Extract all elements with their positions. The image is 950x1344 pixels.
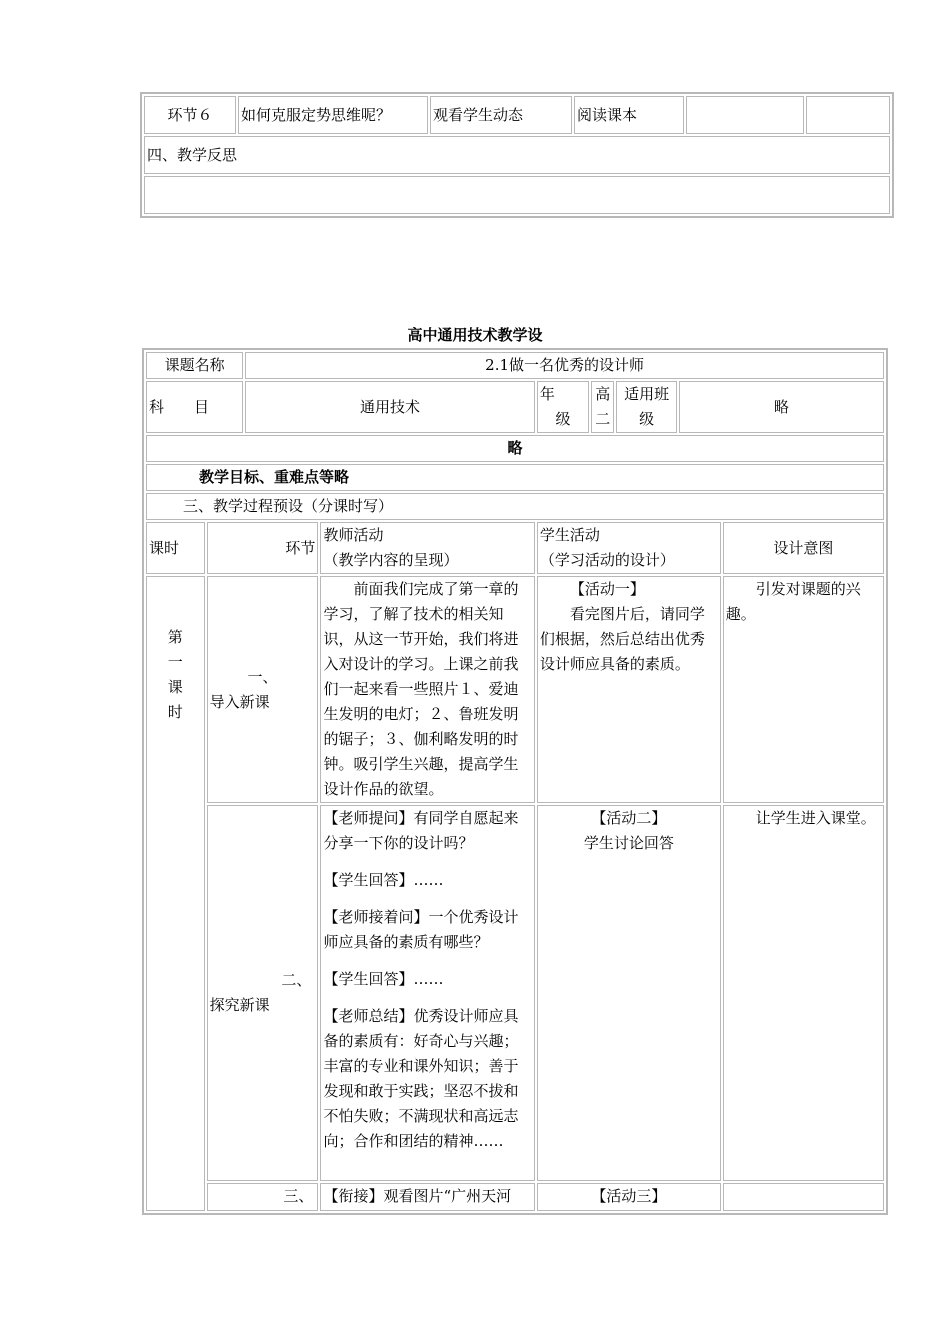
teacher-activity-intro: 前面我们完成了第一章的学习，了解了技术的相关知识，从这一节开始，我们将进入对设计的学习。上课之前我们一起来看一些照片１、爱迪生发明的电灯；２、鲁班发明的锯子；３、伽利略发明的时钟。吸引学生兴趣，提高学生设计作品的欲望。 — [320, 576, 534, 803]
intent-intro: 引发对课题的兴趣。 — [723, 576, 884, 803]
intent-three — [723, 1183, 884, 1211]
student-activity-cell: 阅读课本 — [574, 96, 684, 134]
grade-label — [537, 381, 589, 433]
activity-2-body: 学生讨论回答 — [583, 834, 674, 852]
previous-lesson-table — [140, 92, 894, 218]
lesson-plan-table — [142, 348, 888, 1215]
teacher-summary: 【老师总结】优秀设计师应具备的素质有：好奇心与兴趣；丰富的专业和课外知识；善于发现和敢于实践；坚忍不拔和不怕失败；不满现状和高远志向；合作和团结的精神…… — [323, 1007, 519, 1150]
empty-cell — [686, 96, 804, 134]
teacher-follow-up: 【老师接着问】一个优秀设计师应具备的素质有哪些？ — [323, 908, 519, 951]
column-header-period: 课时 — [146, 522, 205, 574]
teacher-activity-cell: 观看学生动态 — [430, 96, 572, 134]
stage-three-number: 三、 — [283, 1187, 314, 1205]
stage-three — [207, 1183, 319, 1211]
student-activity-intro — [537, 576, 721, 803]
column-header-student — [537, 522, 721, 574]
stage-explore — [207, 805, 319, 1181]
grade-value-line-2: 二 — [595, 410, 611, 428]
class-value: 略 — [679, 381, 884, 433]
teacher-header-line-2: （教学内容的呈现） — [323, 551, 459, 569]
stage-explore-name: 探究新课 — [209, 996, 270, 1014]
student-header-line-1: 学生活动 — [539, 526, 600, 544]
student-activity-three — [537, 1183, 721, 1211]
grade-label-line-2: 级 — [555, 410, 571, 428]
period-char: 第 — [167, 628, 183, 646]
activity-1-title: 【活动一】 — [569, 580, 645, 598]
grade-value — [591, 381, 614, 433]
teacher-question: 【老师提问】有同学自愿起来分享一下你的设计吗？ — [323, 809, 519, 852]
student-header-line-2: （学习活动的设计） — [539, 551, 675, 569]
reflection-heading: 四、教学反思 — [144, 136, 890, 174]
student-answer: 【学生回答】…… — [323, 970, 444, 988]
activity-3-title: 【活动三】 — [591, 1187, 667, 1205]
period-cell — [146, 576, 205, 1211]
topic-value: 2.1做一名优秀的设计师 — [245, 352, 884, 379]
period-char: 课 — [167, 678, 183, 696]
period-char: 时 — [167, 703, 183, 721]
student-activity-explore — [537, 805, 721, 1181]
grade-label-line-1: 年 — [539, 385, 555, 403]
teacher-transition: 【衔接】观看图片“广州天河 — [323, 1187, 512, 1205]
teacher-header-line-1: 教师活动 — [323, 526, 384, 544]
reflection-body — [144, 176, 890, 214]
stage-intro — [207, 576, 319, 803]
class-label — [616, 381, 677, 433]
subject-value: 通用技术 — [245, 381, 535, 433]
document-title: 高中通用技术教学设 — [407, 326, 543, 344]
omitted-note: 略 — [146, 435, 884, 462]
topic-label: 课题名称 — [146, 352, 243, 379]
objectives-note: 教学目标、重难点等略 — [146, 464, 884, 491]
student-answer: 【学生回答】…… — [323, 871, 444, 889]
intent-explore: 让学生进入课堂。 — [723, 805, 884, 1181]
activity-1-body: 看完图片后，请同学们根据，然后总结出优秀设计师应具备的素质。 — [539, 605, 705, 673]
column-header-teacher — [320, 522, 534, 574]
class-label-line-1: 适用班 — [624, 385, 670, 403]
grade-value-line-1: 高 — [595, 385, 611, 403]
column-header-stage: 环节 — [207, 522, 319, 574]
stage-explore-number: 二、 — [281, 971, 312, 989]
subject-label: 科 目 — [146, 381, 243, 433]
stage-intro-number: 一、 — [247, 667, 278, 686]
class-label-line-2: 级 — [639, 410, 655, 428]
stage-cell: 环节６ — [144, 96, 236, 134]
empty-cell — [806, 96, 890, 134]
stage-intro-name: 导入新课 — [209, 692, 270, 711]
activity-2-title: 【活动二】 — [591, 809, 667, 827]
teacher-activity-explore — [320, 805, 534, 1181]
question-cell: 如何克服定势思维呢？ — [238, 96, 428, 134]
process-heading: 三、教学过程预设（分课时写） — [146, 493, 884, 520]
teacher-activity-three — [320, 1183, 534, 1211]
period-char: 一 — [167, 653, 183, 671]
column-header-intent: 设计意图 — [723, 522, 884, 574]
